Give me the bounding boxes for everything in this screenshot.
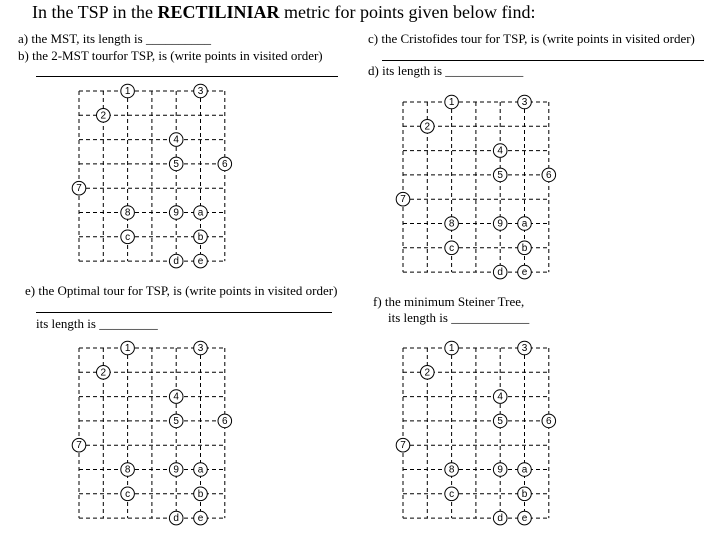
- question-e: e) the Optimal tour for TSP, is (write points in visited order): [25, 283, 338, 298]
- point-a: [194, 463, 208, 477]
- point-2: [421, 120, 435, 134]
- point-label: d: [497, 513, 503, 525]
- point-label: 6: [222, 158, 228, 170]
- point-7: [72, 181, 86, 195]
- point-label: c: [125, 231, 131, 243]
- point-e: [194, 511, 208, 525]
- point-6: [218, 157, 232, 171]
- point-b: [518, 487, 532, 501]
- point-label: 6: [546, 169, 552, 181]
- point-label: 4: [173, 134, 179, 146]
- point-b: [518, 241, 532, 255]
- point-grid-c-d: [395, 94, 557, 280]
- point-label: 2: [424, 367, 431, 379]
- point-grid-e: [71, 340, 233, 526]
- point-label: b: [197, 488, 204, 500]
- point-label: 9: [173, 207, 179, 219]
- point-label: 7: [76, 183, 82, 195]
- point-label: e: [521, 267, 528, 279]
- question-d: d) its length is ____________: [368, 63, 524, 78]
- point-label: 3: [197, 86, 204, 97]
- point-label: 6: [222, 415, 228, 427]
- point-grid-a-b: [71, 83, 233, 269]
- point-c: [445, 487, 459, 501]
- point-label: 6: [546, 415, 552, 427]
- point-label: b: [197, 231, 204, 243]
- point-label: 4: [173, 391, 179, 403]
- point-9: [169, 463, 183, 477]
- point-label: 3: [521, 97, 528, 108]
- point-label: 4: [497, 145, 503, 157]
- point-label: b: [521, 242, 528, 254]
- point-label: 4: [497, 391, 503, 403]
- point-label: 9: [173, 464, 179, 476]
- point-label: 2: [100, 110, 107, 122]
- point-d: [169, 511, 183, 525]
- point-label: c: [125, 488, 131, 500]
- point-9: [493, 463, 507, 477]
- answer-line-c: [382, 60, 704, 61]
- question-f-length: its length is ____________: [388, 310, 530, 325]
- point-5: [169, 157, 183, 171]
- point-4: [493, 144, 507, 158]
- point-1: [445, 95, 459, 109]
- point-label: a: [521, 464, 528, 476]
- point-5: [493, 168, 507, 182]
- point-e: [518, 265, 532, 279]
- page-title: In the TSP in the RECTILINIAR metric for points given below find:: [32, 2, 536, 22]
- point-1: [121, 84, 135, 98]
- point-label: 1: [448, 343, 455, 354]
- point-label: b: [521, 488, 528, 500]
- point-3: [518, 95, 532, 109]
- point-label: 7: [400, 440, 406, 452]
- point-e: [194, 254, 208, 268]
- point-label: c: [449, 242, 455, 254]
- answer-line-b: [36, 76, 338, 77]
- point-label: a: [197, 207, 204, 219]
- point-label: 5: [497, 415, 503, 427]
- point-label: d: [173, 256, 179, 268]
- point-8: [121, 206, 135, 220]
- point-6: [542, 168, 556, 182]
- point-5: [169, 414, 183, 428]
- point-label: 3: [197, 343, 204, 354]
- point-label: 7: [76, 440, 82, 452]
- point-grid-f: [395, 340, 557, 526]
- question-e-length: its length is _________: [36, 316, 158, 331]
- point-label: 9: [497, 464, 503, 476]
- point-8: [121, 463, 135, 477]
- point-label: 9: [497, 218, 503, 230]
- question-a: a) the MST, its length is __________: [18, 31, 211, 46]
- point-1: [445, 341, 459, 355]
- point-4: [169, 133, 183, 147]
- point-8: [445, 217, 459, 231]
- point-4: [493, 390, 507, 404]
- point-label: a: [197, 464, 204, 476]
- point-label: 5: [173, 415, 179, 427]
- point-label: 8: [124, 207, 131, 219]
- point-7: [396, 192, 410, 206]
- point-label: 8: [448, 218, 455, 230]
- point-label: e: [197, 513, 204, 525]
- point-1: [121, 341, 135, 355]
- point-2: [97, 366, 111, 380]
- point-c: [445, 241, 459, 255]
- point-2: [421, 366, 435, 380]
- point-label: 1: [448, 97, 455, 108]
- point-d: [493, 265, 507, 279]
- point-8: [445, 463, 459, 477]
- point-7: [72, 438, 86, 452]
- point-2: [97, 109, 111, 123]
- question-b: b) the 2-MST tourfor TSP, is (write points in visited order): [18, 48, 323, 63]
- point-4: [169, 390, 183, 404]
- point-label: 2: [100, 367, 107, 379]
- point-label: e: [197, 256, 204, 268]
- point-label: e: [521, 513, 528, 525]
- point-label: 3: [521, 343, 528, 354]
- point-9: [493, 217, 507, 231]
- answer-line-e: [36, 312, 332, 313]
- point-c: [121, 487, 135, 501]
- point-3: [194, 84, 208, 98]
- point-label: d: [173, 513, 179, 525]
- point-label: d: [497, 267, 503, 279]
- point-label: 8: [448, 464, 455, 476]
- point-c: [121, 230, 135, 244]
- point-6: [218, 414, 232, 428]
- point-3: [518, 341, 532, 355]
- point-label: 1: [124, 343, 131, 354]
- point-d: [493, 511, 507, 525]
- point-7: [396, 438, 410, 452]
- point-label: 1: [124, 86, 131, 97]
- question-c: c) the Cristofides tour for TSP, is (write points in visited order): [368, 31, 695, 46]
- point-5: [493, 414, 507, 428]
- point-e: [518, 511, 532, 525]
- point-a: [194, 206, 208, 220]
- question-f: f) the minimum Steiner Tree,: [373, 294, 525, 309]
- point-6: [542, 414, 556, 428]
- point-label: c: [449, 488, 455, 500]
- point-label: 8: [124, 464, 131, 476]
- point-label: 7: [400, 194, 406, 206]
- point-d: [169, 254, 183, 268]
- point-b: [194, 230, 208, 244]
- point-9: [169, 206, 183, 220]
- point-3: [194, 341, 208, 355]
- point-label: 2: [424, 121, 431, 133]
- point-label: 5: [497, 169, 503, 181]
- point-a: [518, 463, 532, 477]
- point-label: a: [521, 218, 528, 230]
- point-label: 5: [173, 158, 179, 170]
- point-a: [518, 217, 532, 231]
- point-b: [194, 487, 208, 501]
